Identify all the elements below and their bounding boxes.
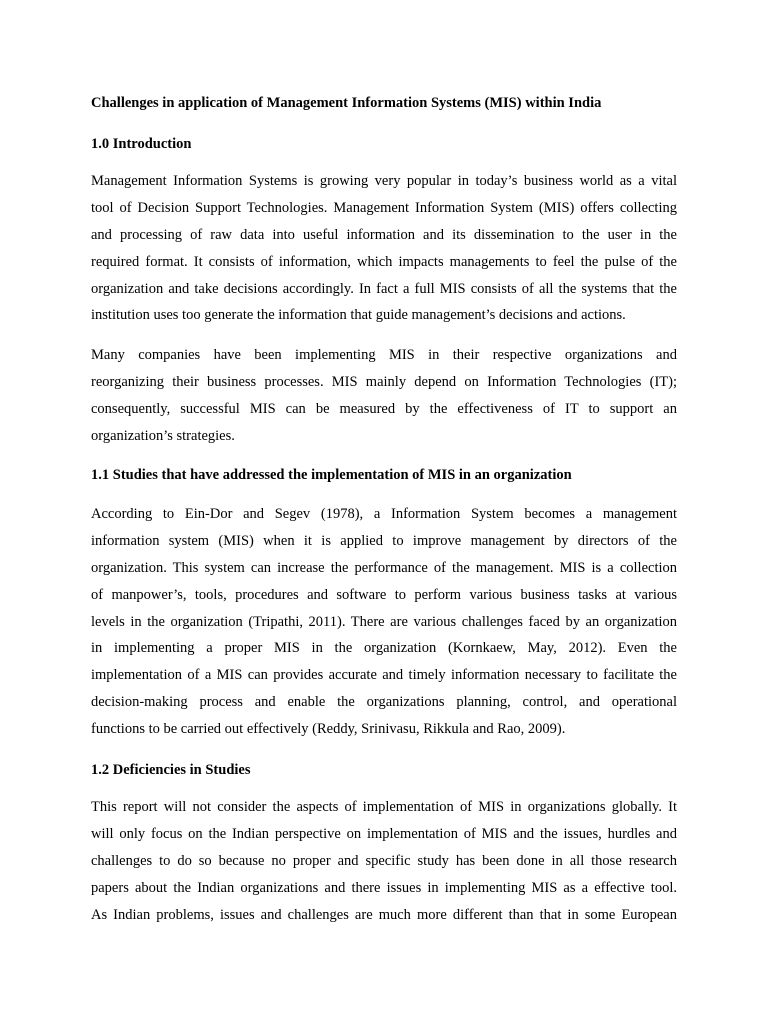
paragraph-line: Management Information Systems is growing very popular in today’s business world as a vital [91,173,677,189]
paragraph-line: papers about the Indian organizations and there issues in implementing MIS as a effective tool. [91,879,677,896]
paragraph-line: in implementing a proper MIS in the organization (Kornkaew, May, 2012). Even the [91,640,677,657]
paragraph-deficiencies-1 [91,794,677,928]
section-heading-studies: 1.1 Studies that have addressed the implementation of MIS in an organization [91,467,572,483]
paragraph-line: organization and take decisions accordingly. In fact a full MIS consists of all the systems that the [91,280,677,297]
paragraph-line: implementation of a MIS can provides accurate and timely information necessary to facilitate the [91,667,677,684]
paragraph-studies-1 [91,501,677,743]
paragraph-line: According to Ein-Dor and Segev (1978), a Information System becomes a management [91,506,677,522]
paragraph-line: will only focus on the Indian perspective on implementation of MIS and the issues, hurdles and [91,825,677,842]
paragraph-line: tool of Decision Support Technologies. Management Information System (MIS) offers collecting [91,199,677,216]
paragraph-introduction-2 [91,342,677,450]
paragraph-line: information system (MIS) when it is applied to improve management by directors of the [91,532,677,549]
paragraph-line: organization. This system can increase the performance of the management. MIS is a collection [91,559,677,576]
paragraph-line: organization’s strategies. [91,427,235,444]
paragraph-line: As Indian problems, issues and challenges are much more different than that in some European [91,906,677,923]
section-heading-introduction: 1.0 Introduction [91,136,192,152]
paragraph-line: levels in the organization (Tripathi, 2011). There are various challenges faced by an organization [91,613,677,630]
document-title: Challenges in application of Management Information Systems (MIS) within India [91,95,602,111]
paragraph-line: decision-making process and enable the organizations planning, control, and operational [91,694,677,711]
paragraph-line: functions to be carried out effectively (Reddy, Srinivasu, Rikkula and Rao, 2009). [91,721,566,738]
paragraph-line: reorganizing their business processes. MIS mainly depend on Information Technologies (IT); [91,373,677,390]
paragraph-line: Many companies have been implementing MIS in their respective organizations and [91,347,677,363]
paragraph-line: required format. It consists of information, which impacts managements to feel the pulse of the [91,253,677,270]
paragraph-line: of manpower’s, tools, procedures and software to perform various business tasks at various [91,586,677,603]
paragraph-introduction-1 [91,168,677,329]
section-heading-deficiencies: 1.2 Deficiencies in Studies [91,762,251,778]
paragraph-line: and processing of raw data into useful information and its dissemination to the user in the [91,226,677,243]
paragraph-line: institution uses too generate the information that guide management’s decisions and actions. [91,307,626,324]
paragraph-line: This report will not consider the aspects of implementation of MIS in organizations globally. It [91,799,677,815]
paragraph-line: challenges to do so because no proper and specific study has been done in all those research [91,852,677,869]
paragraph-line: consequently, successful MIS can be measured by the effectiveness of IT to support an [91,400,677,417]
